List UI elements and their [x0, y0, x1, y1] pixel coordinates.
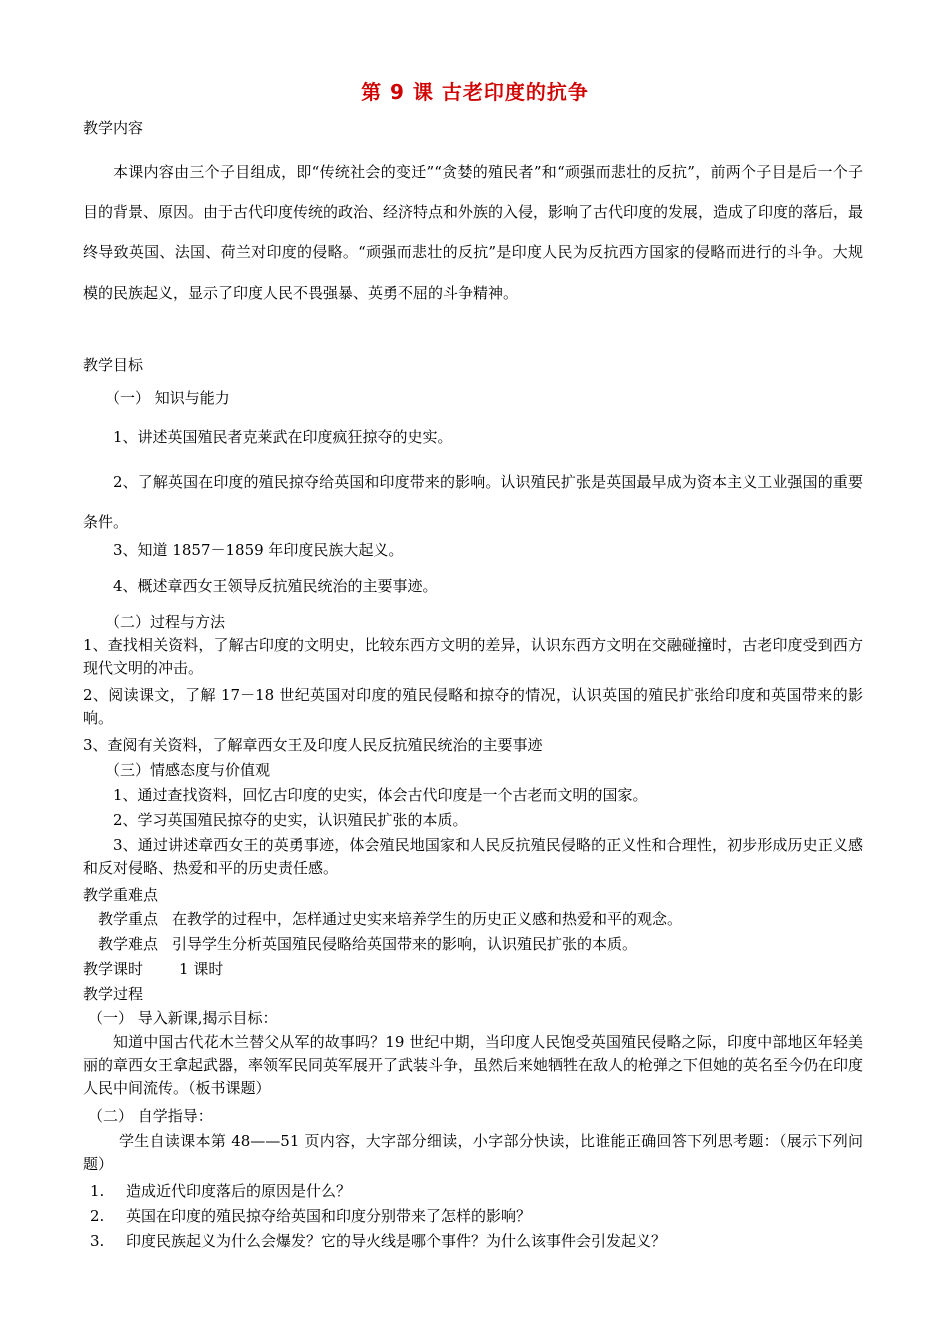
- subheading-knowledge: （一） 知识与能力: [105, 389, 230, 407]
- key-point-label: 教学重点: [98, 910, 159, 928]
- question-item: 3. 印度民族起义为什么会爆发？它的导火线是哪个事件？为什么该事件会引发起义？: [90, 1232, 667, 1250]
- question-item: 1. 造成近代印度落后的原因是什么？: [90, 1182, 352, 1200]
- teaching-hours: [83, 958, 223, 980]
- process-item-1: 1、查找相关资料，了解古印度的文明史，比较东西方文明的差异，认识东西方文明在交融碰撞时，古老印度受到西方现代文明的冲击。: [83, 636, 863, 677]
- knowledge-item-4: 4、概述章西女王领导反抗殖民统治的主要事迹。: [113, 577, 438, 595]
- step-2-body: 学生自读课本第 48——51 页内容，大字部分细读，小字部分快读，比谁能正确回答下列思考题：（展示下列问题）: [83, 1132, 863, 1173]
- subheading-process: （二）过程与方法: [105, 613, 226, 631]
- teaching-hours-label: 教学课时: [83, 960, 144, 978]
- lesson-title: 第 9 课 古老印度的抗争: [361, 80, 589, 104]
- knowledge-item-2: 2、了解英国在印度的殖民掠夺给英国和印度带来的影响。认识殖民扩张是英国最早成为资本主义工业强国的重要条件。: [83, 473, 863, 531]
- heading-teaching-goals: 教学目标: [83, 356, 144, 374]
- heading-teaching-content: 教学内容: [83, 119, 144, 137]
- key-point: [98, 908, 682, 930]
- subheading-emotion: （三）情感态度与价值观: [105, 761, 271, 779]
- step-2-heading: （二） 自学指导：: [88, 1107, 213, 1125]
- process-item-2: 2、阅读课文，了解 17－18 世纪英国对印度的殖民侵略和掠夺的情况，认识英国的殖民扩张给印度和英国带来的影响。: [83, 686, 863, 727]
- step-1-heading: （一） 导入新课,揭示目标：: [88, 1009, 278, 1027]
- step-1-body: 知道中国古代花木兰替父从军的故事吗？19 世纪中期，当印度人民饱受英国殖民侵略之际，印度中部地区年轻美丽的章西女王拿起武器，率领军民同英军展开了武装斗争，虽然后来她牺牲在敌人的枪弹之下但她的英名至今仍在印度人民中间流传。（板书课题）: [83, 1033, 864, 1097]
- question-item: 2. 英国在印度的殖民掠夺给英国和印度分别带来了怎样的影响？: [90, 1207, 532, 1225]
- emotion-item-3: 3、通过讲述章西女王的英勇事迹，体会殖民地国家和人民反抗殖民侵略的正义性和合理性，初步形成历史正义感和反对侵略、热爱和平的历史责任感。: [83, 836, 863, 877]
- key-point-text: 在教学的过程中，怎样通过史实来培养学生的历史正义感和热爱和平的观念。: [172, 910, 683, 928]
- teaching-hours-value: 1 课时: [179, 960, 224, 978]
- knowledge-item-3: 3、知道 1857－1859 年印度民族大起义。: [113, 541, 404, 559]
- heading-key-difficult: 教学重难点: [83, 886, 159, 904]
- emotion-item-2: 2、学习英国殖民掠夺的史实，认识殖民扩张的本质。: [113, 811, 468, 829]
- difficult-point: [98, 933, 637, 955]
- heading-teaching-process: 教学过程: [83, 985, 144, 1003]
- difficult-point-label: 教学难点: [98, 935, 159, 953]
- knowledge-item-1: 1、讲述英国殖民者克莱武在印度疯狂掠夺的史实。: [113, 428, 453, 446]
- content-paragraph: 本课内容由三个子目组成，即“传统社会的变迁”“贪婪的殖民者”和“顽强而悲壮的反抗”，前两个子目是后一个子目的背景、原因。由于古代印度传统的政治、经济特点和外族的入侵，影响了古代印度的发展，造成了印度的落后，最终导致英国、法国、荷兰对印度的侵略。“顽强而悲壮的反抗”是印度人民为反抗西方国家的侵略而进行的斗争。大规模的民族起义，显示了印度人民不畏强暴、英勇不屈的斗争精神。: [83, 163, 864, 302]
- emotion-item-1: 1、通过查找资料，回忆古印度的史实，体会古代印度是一个古老而文明的国家。: [113, 786, 648, 804]
- process-item-3: 3、查阅有关资料，了解章西女王及印度人民反抗殖民统治的主要事迹: [83, 736, 543, 754]
- difficult-point-text: 引导学生分析英国殖民侵略给英国带来的影响，认识殖民扩张的本质。: [172, 935, 638, 953]
